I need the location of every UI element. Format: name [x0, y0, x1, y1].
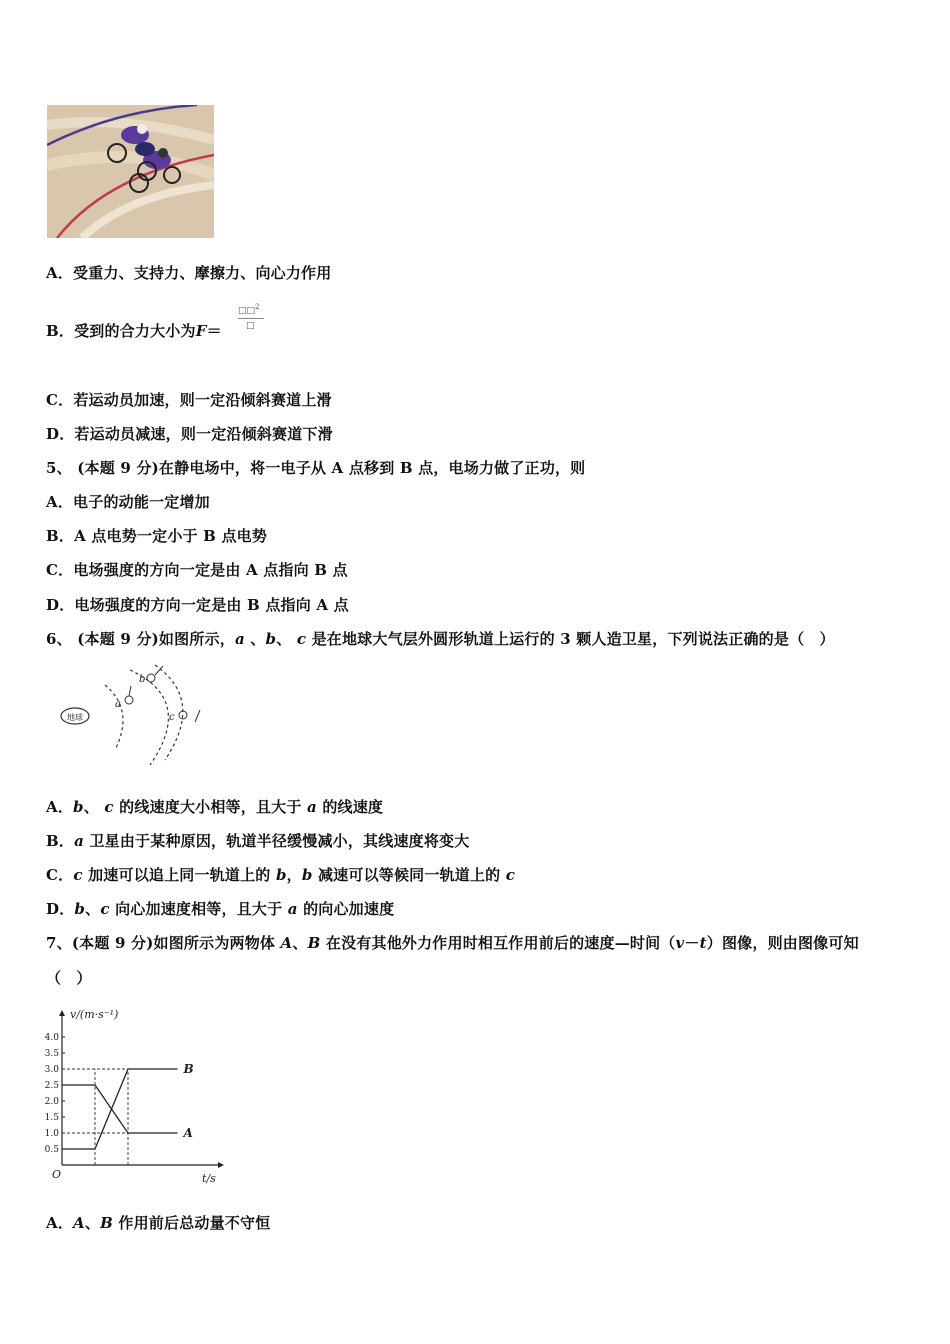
x-axis-arrow [218, 1162, 224, 1168]
inner-orbit [105, 685, 123, 750]
q6-option-a[interactable]: A．b、 c 的线速度大小相等，且大于 a 的线速度 [46, 798, 384, 816]
q5-option-a[interactable] [46, 491, 210, 512]
formula-numerator: □□$^2$ [238, 303, 260, 316]
q7-answer-paren: （ ） [46, 969, 92, 987]
q7-stem: 7、(本题 9 分)如图所示为两物体 A、B 在没有其他外力作用时相互作用前后的速度—时间（v－t）图像，则由图像可知 [46, 934, 859, 952]
y-tick-label: 3.5 [44, 1049, 59, 1059]
y-axis-label: v/(m·s⁻¹) [70, 1008, 119, 1021]
option-label: D． [46, 425, 75, 443]
q5-stem: 5、 (本题 9 分)在静电场中，将一电子从 A 点移到 B 点，电场力做了正功，则 [46, 459, 586, 477]
formula-variable: F [195, 322, 207, 340]
x-axis-label: t/s [202, 1172, 216, 1185]
q6-stem: 6、 (本题 9 分)如图所示，a 、b、 c 是在地球大气层外圆形轨道上运行的 3 颗人造卫星，下列说法正确的是（ ） [46, 630, 835, 648]
q4-option-b[interactable] [46, 320, 222, 341]
y-tick-label: 2.5 [44, 1081, 59, 1091]
q5-option-c[interactable] [46, 559, 348, 580]
q6-option-b[interactable]: B．a 卫星由于某种原因，轨道半径缓慢减小，其线速度将变大 [46, 832, 470, 850]
series-line-A [62, 1085, 178, 1133]
outer-orbit-left [130, 670, 168, 765]
satellite-orbit-diagram [55, 660, 225, 768]
q5-option-d[interactable] [46, 594, 349, 615]
y-tick-label: 0.5 [44, 1145, 59, 1155]
series-label-A: A [183, 1126, 193, 1140]
option-label: B． [46, 322, 75, 340]
q6-option-d[interactable]: D．b、c 向心加速度相等，且大于 a 的向心加速度 [46, 900, 395, 918]
cyclists-photo [47, 105, 214, 238]
option-text: 电场强度的方向一定是由 A 点指向 B 点 [73, 561, 348, 579]
y-tick-label: 3.0 [44, 1065, 59, 1075]
y-tick-label: 4.0 [44, 1033, 59, 1043]
fraction-bar [238, 318, 264, 319]
option-text: A 点电势一定小于 B 点电势 [74, 527, 268, 545]
formula-equals: ＝ [206, 322, 222, 340]
y-tick-label: 1.0 [44, 1129, 59, 1139]
y-tick-label: 1.5 [44, 1113, 59, 1123]
arrow-a [129, 686, 131, 696]
q7-option-a[interactable]: A．A、B 作用前后总动量不守恒 [46, 1214, 271, 1232]
origin-label: O [52, 1168, 62, 1181]
series-line-B [62, 1069, 178, 1149]
earth-label: 地球 [67, 713, 83, 722]
satellite-a [125, 696, 133, 704]
option-label: D． [46, 596, 75, 614]
vt-chart [40, 1000, 240, 1190]
option-label: B． [46, 527, 75, 545]
option-label: C． [46, 561, 74, 579]
option-text: 电子的动能一定增加 [73, 493, 210, 511]
y-axis-arrow [59, 1010, 65, 1016]
label-a: a [115, 699, 121, 710]
q6-option-c[interactable]: C．c 加速可以追上同一轨道上的 b，b 减速可以等候同一轨道上的 c [46, 866, 516, 884]
formula-denominator: □ [246, 321, 255, 331]
option-text: 若运动员加速，则一定沿倾斜赛道上滑 [73, 391, 332, 409]
option-text: 受到的合力大小为 [74, 322, 196, 340]
option-text: 受重力、支持力、摩擦力、向心力作用 [73, 264, 332, 282]
option-text: 电场强度的方向一定是由 B 点指向 A 点 [74, 596, 349, 614]
option-label: A． [46, 264, 74, 282]
label-b: b [139, 674, 146, 685]
q4-option-a[interactable] [46, 262, 331, 283]
satellite-b [147, 674, 155, 682]
option-label: A． [46, 493, 74, 511]
label-c: c [169, 712, 175, 723]
option-text: 若运动员减速，则一定沿倾斜赛道下滑 [74, 425, 333, 443]
y-tick-label: 2.0 [44, 1097, 59, 1107]
option-label: C． [46, 391, 74, 409]
q4-option-c[interactable] [46, 389, 332, 410]
q5-option-b[interactable] [46, 525, 267, 546]
series-label-B: B [183, 1062, 194, 1076]
arrow-c [195, 710, 200, 722]
q4-option-d[interactable] [46, 423, 333, 444]
